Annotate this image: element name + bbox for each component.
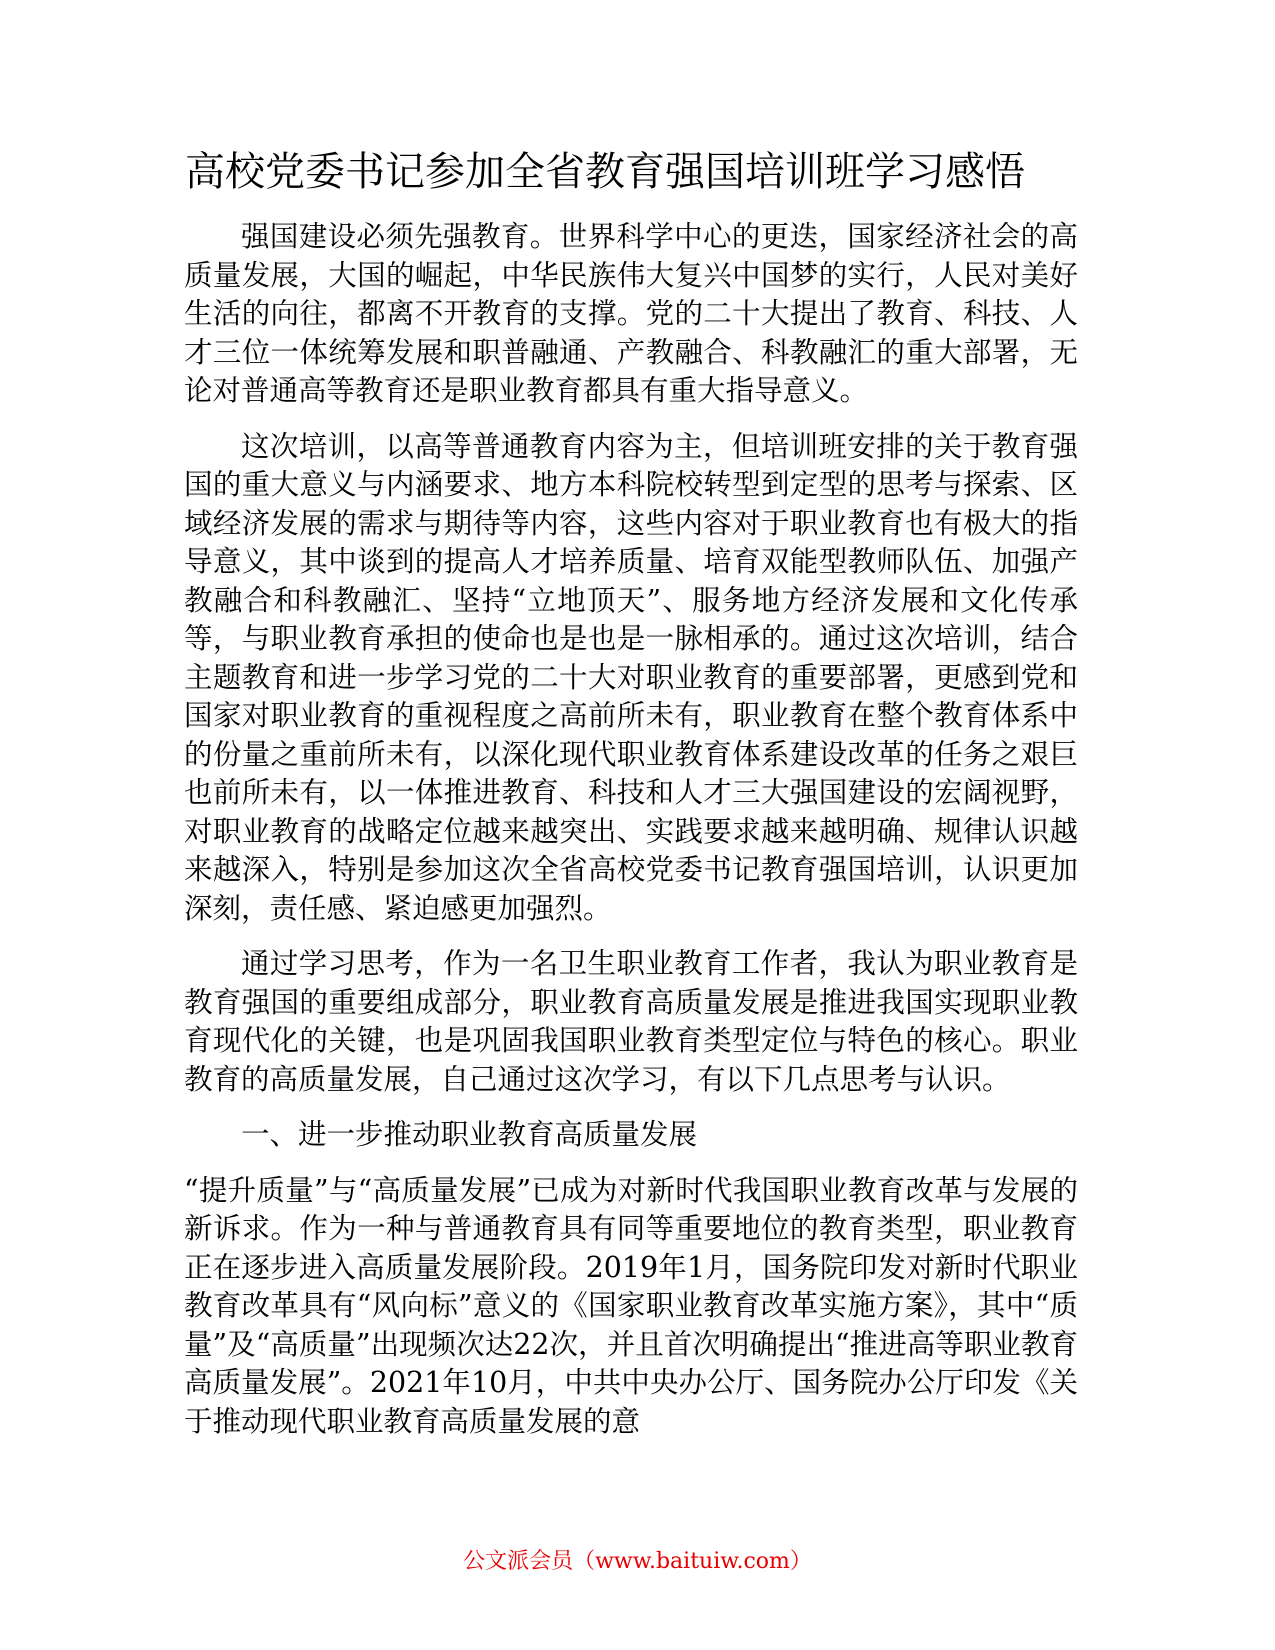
document-body [184, 218, 1078, 1458]
footer-watermark: 公文派会员（www.baituiw.com） [463, 1549, 812, 1574]
paragraph-intro: 强国建设必须先强教育。世界科学中心的更迭，国家经济社会的高质量发展，大国的崛起，中华民族伟大复兴中国梦的实行，人民对美好生活的向往，都离不开教育的支撑。党的二十大提出了教育、科技、人才三位一体统筹发展和职普融通、产教融合、科教融汇的重大部署，无论对普通高等教育还是职业教育都具有重大指导意义。 [184, 220, 1078, 407]
paragraph-reflection: 通过学习思考，作为一名卫生职业教育工作者，我认为职业教育是教育强国的重要组成部分，职业教育高质量发展是推进我国实现职业教育现代化的关键，也是巩固我国职业教育类型定位与特色的核心。职业教育的高质量发展，自己通过这次学习，有以下几点思考与认识。 [184, 947, 1078, 1096]
paragraph-training: 这次培训，以高等普通教育内容为主，但培训班安排的关于教育强国的重大意义与内涵要求、地方本科院校转型到定型的思考与探索、区域经济发展的需求与期待等内容，这些内容对于职业教育也有极大的指导意义，其中谈到的提高人才培养质量、培育双能型教师队伍、加强产教融合和科教融汇、坚持“立地顶天”、服务地方经济发展和文化传承等，与职业教育承担的使命也是也是一脉相承的。通过这次培训，结合主题教育和进一步学习党的二十大对职业教育的重要部署，更感到党和国家对职业教育的重视程度之高前所未有，职业教育在整个教育体系中的份量之重前所未有，以深化现代职业教育体系建设改革的任务之艰巨也前所未有，以一体推进教育、科技和人才三大强国建设的宏阔视野，对职业教育的战略定位越来越突出、实践要求越来越明确、规律认识越来越深入，特别是参加这次全省高校党委书记教育强国培训，认识更加深刻，责任感、紧迫感更加强烈。 [184, 429, 1078, 925]
section-heading: 一、进一步推动职业教育高质量发展 [241, 1118, 698, 1151]
document-title: 高校党委书记参加全省教育强国培训班学习感悟 [185, 149, 1025, 195]
section-paragraph: “提升质量”与“高质量发展”已成为对新时代我国职业教育改革与发展的新诉求。作为一种与普通教育具有同等重要地位的教育类型，职业教育正在逐步进入高质量发展阶段。2019年1月，国务院印发对新时代职业教育改革具有“风向标”意义的《国家职业教育改革实施方案》，其中“质量”及“高质量”出现频次达22次，并且首次明确提出“推进高等职业教育高质量发展”。2021年10月，中共中央办公厅、国务院办公厅印发《关于推动现代职业教育高质量发展的意 [184, 1173, 1078, 1438]
